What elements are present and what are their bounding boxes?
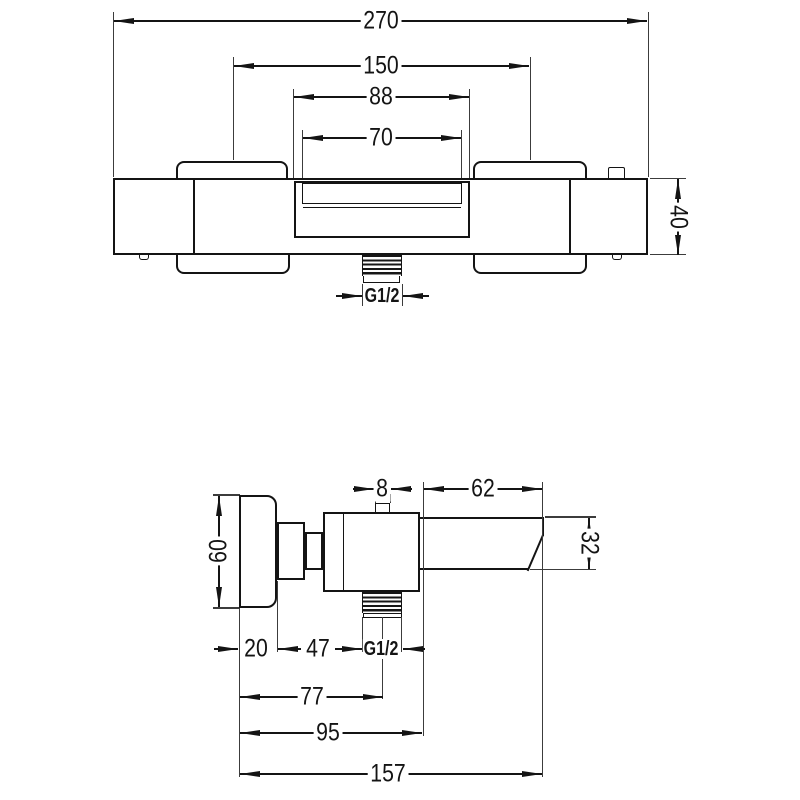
arrowhead bbox=[449, 94, 469, 100]
arrowhead bbox=[218, 646, 238, 652]
dim-77-label: 77 bbox=[298, 685, 327, 710]
extension-line bbox=[461, 130, 462, 182]
extension-line bbox=[648, 12, 649, 177]
arrowhead bbox=[342, 293, 362, 299]
arrowhead bbox=[441, 135, 461, 141]
spout-bottom-edge bbox=[420, 568, 529, 570]
dim-95-label: 95 bbox=[314, 721, 343, 746]
arrowhead bbox=[240, 694, 260, 700]
arrowhead bbox=[391, 486, 411, 492]
thread-tip-front bbox=[363, 276, 400, 283]
arrowhead bbox=[675, 179, 681, 199]
arrowhead bbox=[114, 18, 134, 24]
handle-stem bbox=[305, 532, 323, 570]
spout-lip-line bbox=[303, 207, 461, 208]
dim-tail bbox=[278, 648, 301, 650]
extension-line bbox=[293, 89, 294, 180]
body-face-line bbox=[343, 513, 345, 591]
dim-157-label: 157 bbox=[368, 762, 409, 787]
arrowhead bbox=[303, 135, 323, 141]
arrowhead bbox=[216, 587, 222, 607]
dim-70-label: 70 bbox=[367, 126, 396, 151]
spout-top-edge bbox=[420, 517, 544, 519]
dim-40-label: 40 bbox=[666, 203, 691, 232]
dim-8-label: 8 bbox=[374, 477, 391, 502]
dim-60-label: 60 bbox=[207, 537, 232, 566]
arrowhead bbox=[240, 771, 260, 777]
dim-62-label: 62 bbox=[469, 477, 498, 502]
arrowhead bbox=[363, 694, 383, 700]
dim-20-label: 20 bbox=[242, 637, 271, 662]
extension-tick bbox=[530, 569, 596, 570]
dim-150-label: 150 bbox=[361, 54, 402, 79]
extension-line bbox=[277, 581, 278, 652]
extension-tick bbox=[213, 607, 240, 608]
handle-collar bbox=[277, 522, 305, 580]
arrowhead bbox=[522, 486, 542, 492]
arrowhead bbox=[627, 18, 647, 24]
thread-outlet-front bbox=[362, 255, 402, 276]
spout-opening bbox=[302, 183, 462, 204]
arrowhead bbox=[216, 496, 222, 516]
arrowhead bbox=[403, 293, 423, 299]
extension-line bbox=[423, 482, 424, 736]
arrowhead bbox=[240, 730, 260, 736]
dim-32-label: 32 bbox=[577, 529, 602, 558]
dim-g12-side-label: G1/2 bbox=[363, 638, 399, 660]
arrowhead bbox=[509, 63, 529, 69]
extension-line bbox=[542, 482, 543, 777]
arrowhead bbox=[675, 235, 681, 255]
body-separator-left bbox=[193, 179, 195, 254]
dim-g12-front-label: G1/2 bbox=[364, 285, 400, 307]
faucet-body-side bbox=[323, 512, 420, 592]
thread-outlet-side bbox=[362, 592, 402, 613]
extension-line bbox=[530, 57, 531, 160]
arrowhead bbox=[354, 486, 374, 492]
arrowhead bbox=[402, 730, 422, 736]
arrowhead bbox=[424, 486, 444, 492]
left-handle-bottom bbox=[176, 253, 290, 274]
extension-line bbox=[401, 617, 402, 652]
dim-270-label: 270 bbox=[361, 9, 402, 34]
dim-tail bbox=[403, 648, 425, 650]
extension-line bbox=[469, 89, 470, 180]
extension-line bbox=[113, 12, 114, 177]
handle-side bbox=[239, 495, 277, 608]
extension-line bbox=[233, 57, 234, 160]
body-separator-right bbox=[569, 179, 571, 254]
dim-88-label: 88 bbox=[367, 85, 396, 110]
arrowhead bbox=[294, 94, 314, 100]
dim-47-label: 47 bbox=[304, 637, 333, 662]
right-handle-bottom bbox=[473, 253, 587, 274]
arrowhead bbox=[522, 771, 542, 777]
arrowhead bbox=[342, 646, 362, 652]
spout-chamfer-edge bbox=[527, 535, 544, 571]
arrowhead bbox=[234, 63, 254, 69]
